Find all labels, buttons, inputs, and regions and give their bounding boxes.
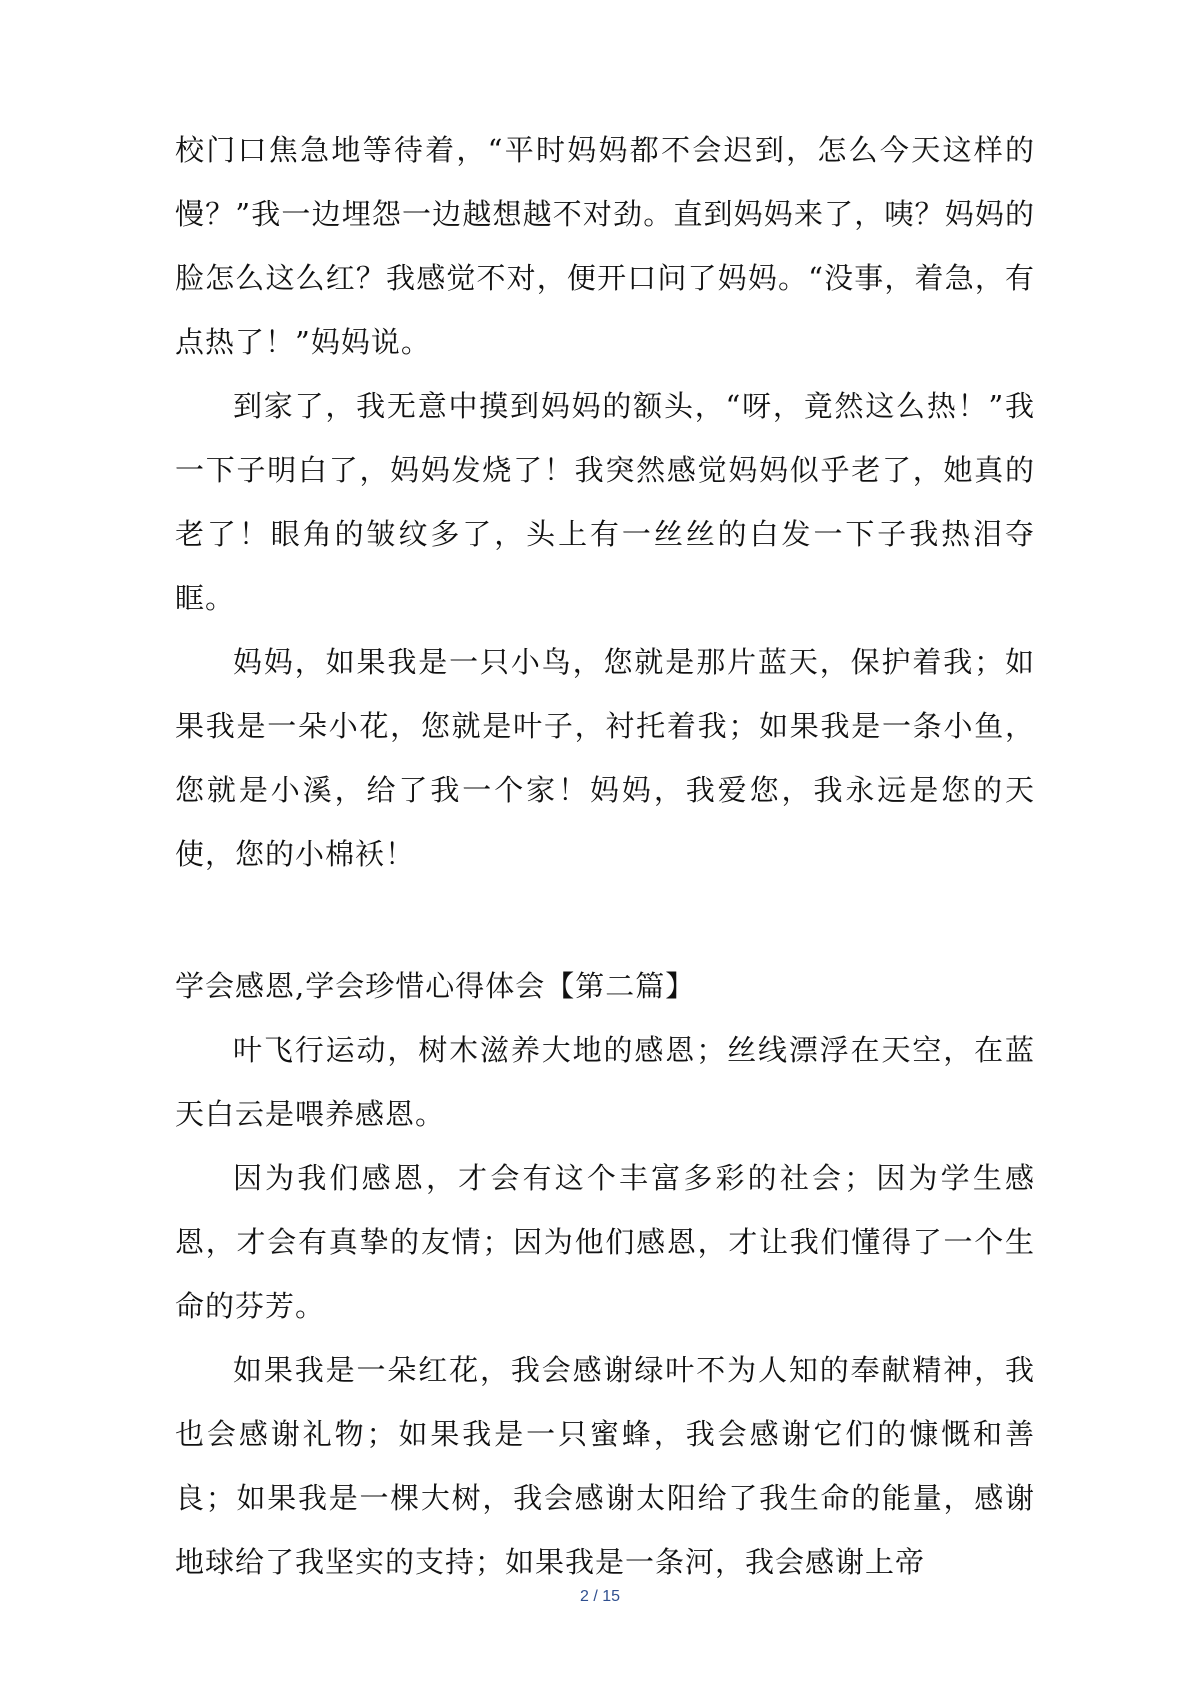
paragraph: 叶飞行运动，树木滋养大地的感恩；丝线漂浮在天空，在蓝天白云是喂养感恩。 [175, 1033, 1035, 1131]
section-heading: 学会感恩,学会珍惜心得体会【第二篇】 [175, 969, 696, 1003]
paragraph: 妈妈，如果我是一只小鸟，您就是那片蓝天，保护着我；如果我是一朵小花，您就是叶子，衬托着我；如果我是一条小鱼，您就是小溪，给了我一个家！妈妈，我爱您，我永远是您的天使，您的小棉袄！ [175, 645, 1035, 871]
paragraph: 如果我是一朵红花，我会感谢绿叶不为人知的奉献精神，我也会感谢礼物；如果我是一只蜜蜂，我会感谢它们的慷慨和善良；如果我是一棵大树，我会感谢太阳给了我生命的能量，感谢地球给了我坚实的支持；如果我是一条河，我会感谢上帝 [175, 1353, 1035, 1579]
document-body [175, 118, 1035, 1594]
paragraph-continued: 校门口焦急地等待着，“平时妈妈都不会迟到，怎么今天这样的慢？”我一边埋怨一边越想越不对劲。直到妈妈来了，咦？妈妈的脸怎么这么红？我感觉不对，便开口问了妈妈。“没事，着急，有点热了！”妈妈说。 [175, 133, 1035, 359]
page-number: 2 / 15 [579, 1588, 621, 1605]
paragraph: 因为我们感恩，才会有这个丰富多彩的社会；因为学生感恩，才会有真挚的友情；因为他们感恩，才让我们懂得了一个生命的芬芳。 [175, 1161, 1035, 1323]
paragraph: 到家了，我无意中摸到妈妈的额头，“呀，竟然这么热！”我一下子明白了，妈妈发烧了！我突然感觉妈妈似乎老了，她真的老了！眼角的皱纹多了，头上有一丝丝的白发一下子我热泪夺眶。 [175, 389, 1035, 615]
